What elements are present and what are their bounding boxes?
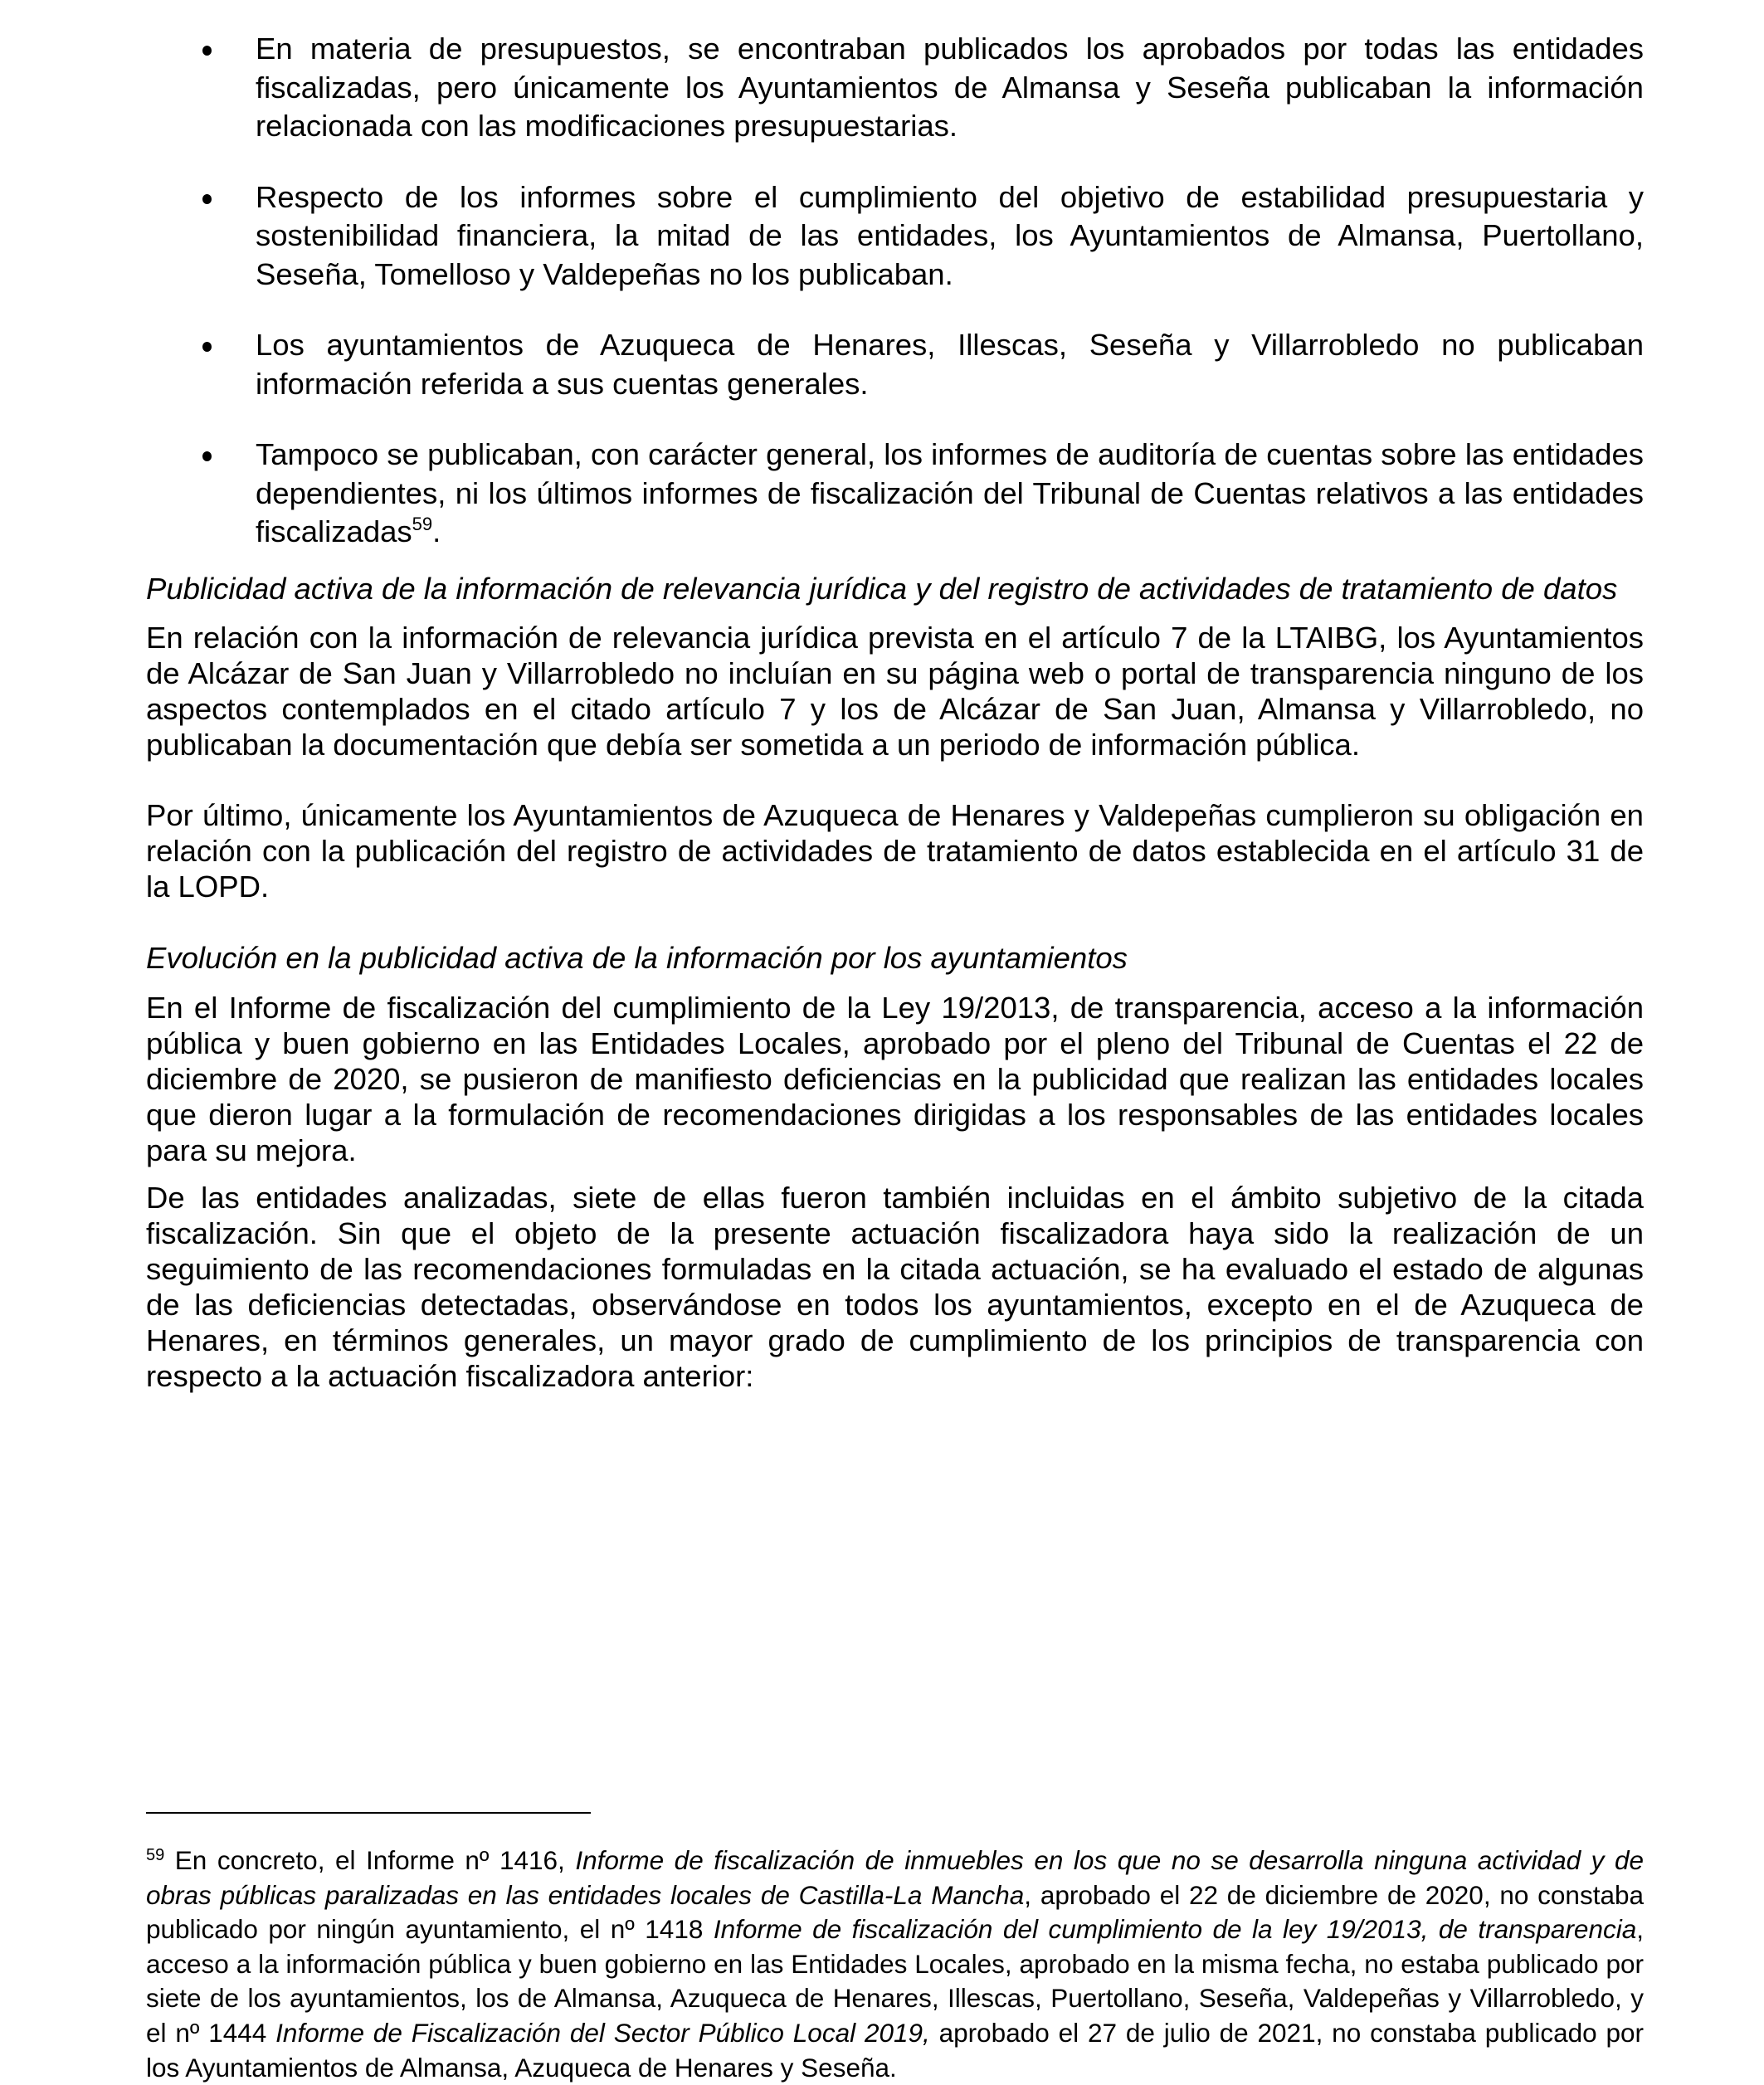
bullet-dot-icon <box>202 342 212 352</box>
bullet-item <box>146 326 1644 403</box>
footnote-separator <box>146 1812 591 1814</box>
bullet-text: Respecto de los informes sobre el cumplimiento del objetivo de estabilidad presupuestaria y sostenibilidad financiera, la mitad de las entidades, los Ayuntamientos de Almansa, Puertollano, Seseña, Tomelloso y Valdepeñas no los publicaban. <box>256 179 1644 291</box>
footnote-text: , aprobado el 22 de diciembre de 2020, no constaba publicado por ningún ayuntamiento, el nº 1418 <box>146 1879 1644 1945</box>
bullet-dot-icon <box>202 451 212 461</box>
paragraph: En relación con la información de relevancia jurídica prevista en el artículo 7 de la LTAIBG, los Ayuntamientos de Alcázar de San Juan y Villarrobledo no incluían en su página web o portal de transparencia ninguno de los aspectos contemplados en el citado artículo 7 y los de Alcázar de San Juan, Almansa y Villarrobledo, no publicaban la documentación que debía ser sometida a un periodo de información pública. <box>146 621 1644 762</box>
footnote-report-title: Informe de Fiscalización del Sector Público Local 2019, <box>275 2017 930 2048</box>
paragraph: De las entidades analizadas, siete de ellas fueron también incluidas en el ámbito subjetivo de la citada fiscalización. Sin que el objeto de la presente actuación fiscalizadora haya sido la realización de un seguimiento de las recomendaciones formuladas en la citada actuación, se ha evaluado el estado de algunas de las deficiencias detectadas, observándose en todos los ayuntamientos, excepto en el de Azuqueca de Henares, en términos generales, un mayor grado de cumplimiento de los principios de transparencia con respecto a la actuación fiscalizadora anterior: <box>146 1180 1644 1393</box>
bullet-text: Los ayuntamientos de Azuqueca de Henares, Illescas, Seseña y Villarrobledo no publicaban información referida a sus cuentas generales. <box>256 328 1644 401</box>
footnote-report-title: Informe de fiscalización del cumplimiento de la ley 19/2013, de transparencia <box>713 1914 1637 1945</box>
footnote-text: aprobado el 27 de julio de 2021, no constaba publicado por los Ayuntamientos de Almansa, Azuqueca de Henares y Seseña. <box>146 2017 1645 2083</box>
bullet-item <box>146 178 1644 295</box>
paragraph: Por último, únicamente los Ayuntamientos de Azuqueca de Henares y Valdepeñas cumplieron su obligación en relación con la publicación del registro de actividades de tratamiento de datos establecida en el artículo 31 de la LOPD. <box>146 798 1644 904</box>
footnote-text: , acceso a la información pública y buen gobierno en las Entidades Locales, aprobado en la misma fecha, no estaba publicado por siete de los ayuntamientos, los de Almansa, Azuqueca de Henares, Illescas, Puertollano, Seseña, Valdepeñas y Villarrobledo, y el nº 1444 <box>146 1914 1645 2048</box>
section-heading-relevancia-juridica: Publicidad activa de la información de relevancia jurídica y del registro de actividades de tratamiento de datos <box>146 571 1618 606</box>
bullet-text-end: . <box>432 514 441 548</box>
bullet-dot-icon <box>202 194 212 204</box>
bullet-item <box>146 30 1644 146</box>
footnote-number: 59 <box>146 1846 165 1864</box>
bullet-text: Tampoco se publicaban, con carácter general, los informes de auditoría de cuentas sobre las entidades dependientes, ni los últimos informes de fiscalización del Tribunal de Cuentas relativos a las entidades fiscalizadas <box>256 437 1644 548</box>
bullet-dot-icon <box>202 46 212 56</box>
footnote-report-title: Informe de fiscalización de inmuebles en los que no se desarrolla ninguna actividad y de obras públicas paralizadas en las entidades locales de Castilla-La Mancha <box>146 1845 1644 1910</box>
bullet-list <box>146 30 1644 552</box>
footnote-reference[interactable]: 59 <box>412 514 433 534</box>
bullet-text: En materia de presupuestos, se encontraban publicados los aprobados por todas las entidades fiscalizadas, pero únicamente los Ayuntamientos de Almansa y Seseña publicaban la información relacionada con las modificaciones presupuestarias. <box>256 32 1644 143</box>
section-heading-evolucion: Evolución en la publicidad activa de la información por los ayuntamientos <box>146 941 1128 975</box>
footnote <box>146 1844 1644 2085</box>
paragraph: En el Informe de fiscalización del cumplimiento de la Ley 19/2013, de transparencia, acceso a la información pública y buen gobierno en las Entidades Locales, aprobado por el pleno del Tribunal de Cuentas el 22 de diciembre de 2020, se pusieron de manifiesto deficiencias en la publicidad que realizan las entidades locales que dieron lugar a la formulación de recomendaciones dirigidas a los responsables de las entidades locales para su mejora. <box>146 990 1644 1167</box>
document-page <box>146 30 1644 1429</box>
footnote-text: En concreto, el Informe nº 1416, <box>164 1845 576 1875</box>
bullet-item <box>146 436 1644 552</box>
